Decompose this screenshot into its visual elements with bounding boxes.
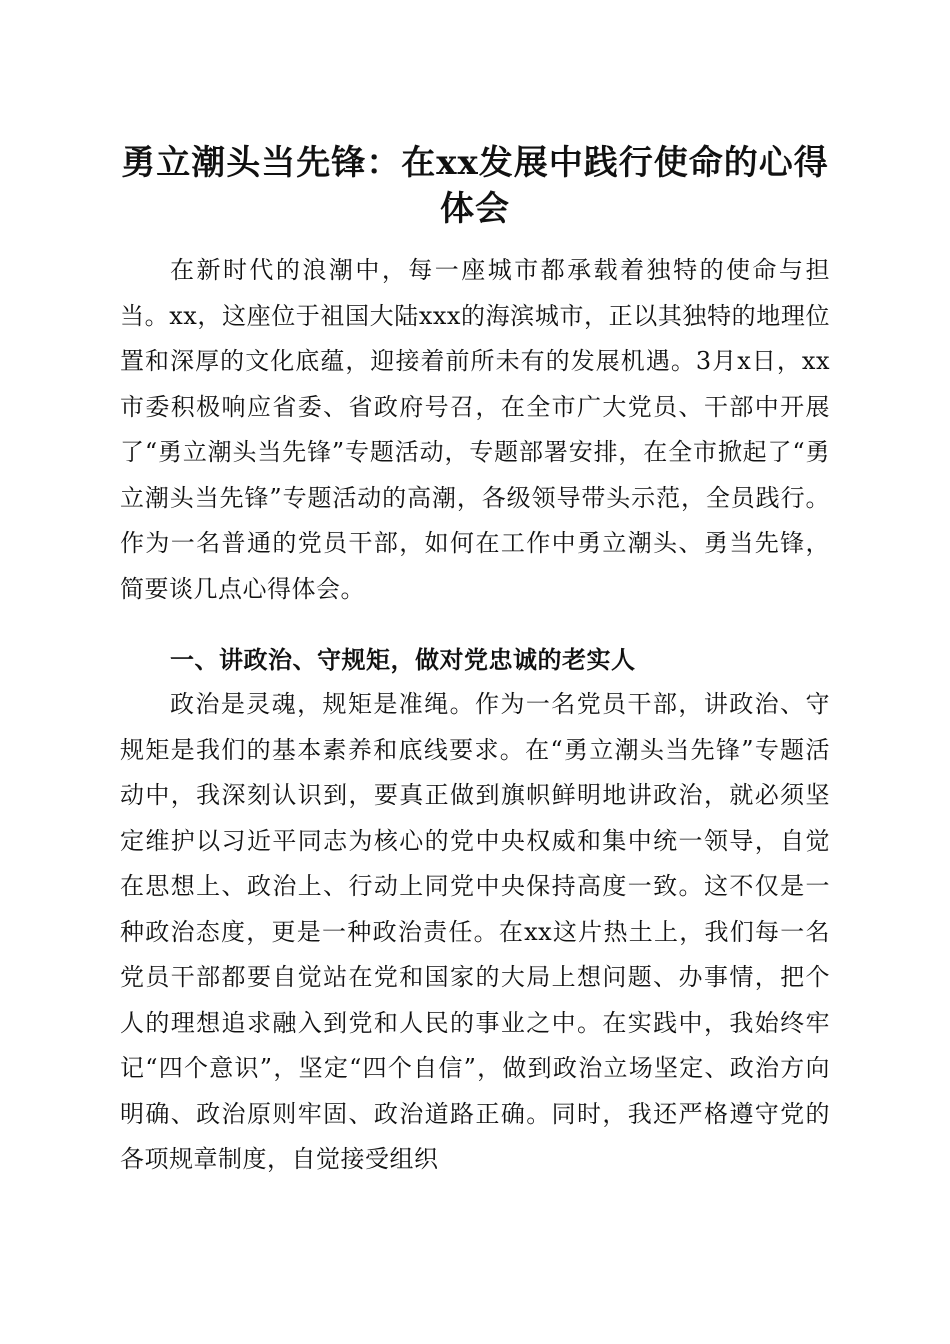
intro-paragraph: 在新时代的浪潮中，每一座城市都承载着独特的使命与担当。xx，这座位于祖国大陆xxx的海滨城市，正以其独特的地理位置和深厚的文化底蕴，迎接着前所未有的发展机遇。3月x日，xx市委积极响应省委、省政府号召，在全市广大党员、干部中开展了“勇立潮头当先锋”专题活动，专题部署安排，在全市掀起了“勇立潮头当先锋”专题活动的高潮，各级领导带头示范，全员践行。作为一名普通的党员干部，如何在工作中勇立潮头、勇当先锋，简要谈几点心得体会。 [120, 256, 830, 603]
section-paragraph: 政治是灵魂，规矩是准绳。作为一名党员干部，讲政治、守规矩是我们的基本素养和底线要求。在“勇立潮头当先锋”专题活动中，我深刻认识到，要真正做到旗帜鲜明地讲政治，就必须坚定维护以习近平同志为核心的党中央权威和集中统一领导，自觉在思想上、政治上、行动上同党中央保持高度一致。这不仅是一种政治态度，更是一种政治责任。在xx这片热土上，我们每一名党员干部都要自觉站在党和国家的大局上想问题、办事情，把个人的理想追求融入到党和人民的事业之中。在实践中，我始终牢记“四个意识”，坚定“四个自信”，做到政治立场坚定、政治方向明确、政治原则牢固、政治道路正确。同时，我还严格遵守党的各项规章制度，自觉接受组织 [120, 690, 830, 1173]
section-heading: 一、讲政治、守规矩，做对党忠诚的老实人 [170, 646, 636, 674]
document-title: 勇立潮头当先锋：在xx发展中践行使命的心得体会 [121, 143, 829, 229]
